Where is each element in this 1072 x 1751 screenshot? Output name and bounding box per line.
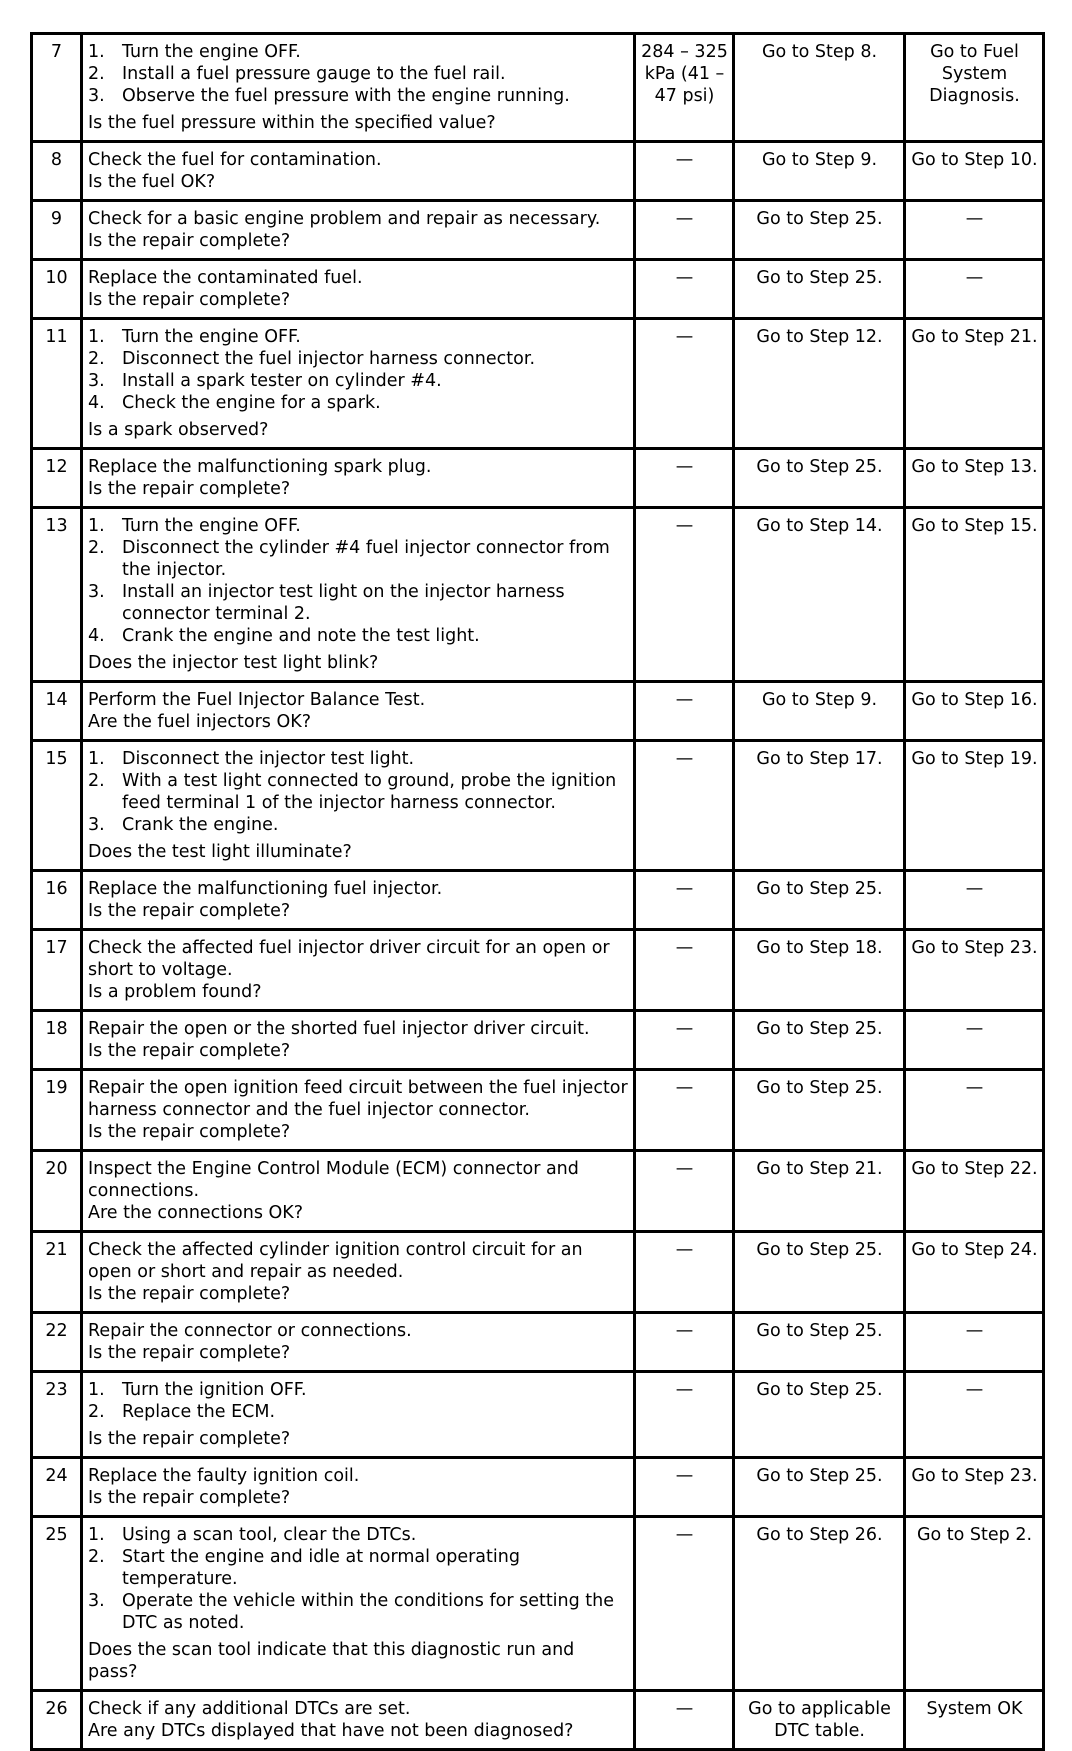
step-action: [82, 1232, 635, 1313]
action-list-item: [88, 41, 629, 63]
list-item-number: 1.: [88, 1525, 105, 1545]
table-row: [32, 449, 1044, 508]
step-question: Is the repair complete?: [88, 1429, 291, 1449]
step-question: Is the repair complete?: [88, 1488, 291, 1508]
yes-result: Go to Step 25.: [734, 201, 905, 260]
step-action: [82, 1151, 635, 1232]
action-list-item: [88, 370, 629, 392]
table-row: [32, 319, 1044, 449]
step-action: [82, 741, 635, 871]
step-question: Is the repair complete?: [88, 901, 291, 921]
step-question: Are the fuel injectors OK?: [88, 712, 312, 732]
table-row: [32, 1232, 1044, 1313]
step-question: Does the test light illuminate?: [88, 842, 352, 862]
list-item-number: 2.: [88, 538, 105, 558]
list-item-text: Check the engine for a spark.: [122, 393, 381, 413]
step-value: —: [635, 930, 734, 1011]
no-result: Go to Step 15.: [905, 508, 1044, 682]
table-row: [32, 741, 1044, 871]
no-result: —: [905, 1372, 1044, 1458]
step-value: —: [635, 1151, 734, 1232]
list-item-number: 2.: [88, 1547, 105, 1567]
step-number: 23: [32, 1372, 82, 1458]
list-item-number: 1.: [88, 327, 105, 347]
no-result: Go to Step 22.: [905, 1151, 1044, 1232]
step-action: [82, 1313, 635, 1372]
step-question: Is a problem found?: [88, 982, 262, 1002]
step-action: [82, 508, 635, 682]
step-action: [82, 1458, 635, 1517]
step-question: Is the fuel pressure within the specified value?: [88, 113, 496, 133]
yes-result: Go to Step 25.: [734, 1011, 905, 1070]
list-item-text: With a test light connected to ground, probe the ignition feed terminal 1 of the injector harness connector.: [122, 771, 617, 813]
list-item-number: 4.: [88, 626, 105, 646]
step-instruction: Check if any additional DTCs are set.: [88, 1699, 411, 1719]
action-list-item: [88, 1524, 629, 1546]
step-question: Is the fuel OK?: [88, 172, 216, 192]
list-item-number: 1.: [88, 1380, 105, 1400]
diagnostic-table-body: [32, 34, 1044, 1750]
table-row: [32, 1070, 1044, 1151]
table-row: [32, 1011, 1044, 1070]
step-instruction: Repair the connector or connections.: [88, 1321, 412, 1341]
step-action: [82, 1372, 635, 1458]
table-row: [32, 508, 1044, 682]
action-list-item: [88, 770, 629, 814]
list-item-number: 2.: [88, 1402, 105, 1422]
step-instruction: Check the affected fuel injector driver circuit for an open or short to voltage.: [88, 938, 610, 980]
step-action: [82, 1691, 635, 1750]
step-question: Does the injector test light blink?: [88, 653, 379, 673]
yes-result: Go to Step 25.: [734, 1313, 905, 1372]
action-list-item: [88, 515, 629, 537]
no-result: Go to Step 10.: [905, 142, 1044, 201]
step-instruction: Replace the contaminated fuel.: [88, 268, 363, 288]
step-number: 13: [32, 508, 82, 682]
table-row: [32, 260, 1044, 319]
list-item-text: Turn the engine OFF.: [122, 327, 301, 347]
step-action: [82, 319, 635, 449]
no-result: —: [905, 1011, 1044, 1070]
yes-result: Go to Step 18.: [734, 930, 905, 1011]
step-question: Is the repair complete?: [88, 231, 291, 251]
action-list-item: [88, 326, 629, 348]
list-item-number: 3.: [88, 371, 105, 391]
step-value: —: [635, 201, 734, 260]
no-result: —: [905, 1070, 1044, 1151]
list-item-text: Turn the ignition OFF.: [122, 1380, 307, 1400]
step-action: [82, 1070, 635, 1151]
action-list-item: [88, 814, 629, 836]
table-row: [32, 1517, 1044, 1691]
table-row: [32, 1458, 1044, 1517]
step-value: —: [635, 449, 734, 508]
list-item-number: 2.: [88, 349, 105, 369]
yes-result: Go to Step 26.: [734, 1517, 905, 1691]
step-instruction: Check the fuel for contamination.: [88, 150, 382, 170]
step-number: 7: [32, 34, 82, 142]
step-action: [82, 1517, 635, 1691]
step-action: [82, 449, 635, 508]
step-action: [82, 201, 635, 260]
step-question: Is the repair complete?: [88, 1122, 291, 1142]
list-item-number: 3.: [88, 815, 105, 835]
step-value: —: [635, 1691, 734, 1750]
no-result: Go to Step 23.: [905, 930, 1044, 1011]
step-instruction: Replace the malfunctioning fuel injector.: [88, 879, 443, 899]
step-value: —: [635, 319, 734, 449]
step-action: [82, 871, 635, 930]
step-number: 18: [32, 1011, 82, 1070]
step-value: 284 – 325 kPa (41 – 47 psi): [635, 34, 734, 142]
step-action: [82, 1011, 635, 1070]
yes-result: Go to applicable DTC table.: [734, 1691, 905, 1750]
no-result: —: [905, 260, 1044, 319]
no-result: Go to Step 21.: [905, 319, 1044, 449]
list-item-text: Install a spark tester on cylinder #4.: [122, 371, 442, 391]
step-action: [82, 930, 635, 1011]
list-item-number: 3.: [88, 86, 105, 106]
no-result: Go to Step 2.: [905, 1517, 1044, 1691]
step-question: Is the repair complete?: [88, 290, 291, 310]
diagnostic-table-page: [30, 32, 1042, 1751]
step-question: Is the repair complete?: [88, 1284, 291, 1304]
action-list-item: [88, 348, 629, 370]
step-number: 24: [32, 1458, 82, 1517]
no-result: Go to Fuel System Diagnosis.: [905, 34, 1044, 142]
step-number: 19: [32, 1070, 82, 1151]
step-instruction: Inspect the Engine Control Module (ECM) connector and connections.: [88, 1159, 579, 1201]
list-item-text: Install an injector test light on the injector harness connector terminal 2.: [122, 582, 565, 624]
list-item-number: 3.: [88, 1591, 105, 1611]
step-instruction: Check the affected cylinder ignition control circuit for an open or short and repair as needed.: [88, 1240, 583, 1282]
step-number: 20: [32, 1151, 82, 1232]
step-value: —: [635, 1517, 734, 1691]
no-result: Go to Step 13.: [905, 449, 1044, 508]
step-number: 16: [32, 871, 82, 930]
no-result: Go to Step 23.: [905, 1458, 1044, 1517]
action-list-item: [88, 1590, 629, 1634]
step-value: —: [635, 1011, 734, 1070]
step-value: —: [635, 142, 734, 201]
step-instruction: Replace the faulty ignition coil.: [88, 1466, 360, 1486]
step-action: [82, 682, 635, 741]
list-item-text: Disconnect the injector test light.: [122, 749, 415, 769]
diagnostic-table: [30, 32, 1045, 1751]
yes-result: Go to Step 25.: [734, 1372, 905, 1458]
action-list-item: [88, 748, 629, 770]
step-value: —: [635, 871, 734, 930]
yes-result: Go to Step 12.: [734, 319, 905, 449]
yes-result: Go to Step 25.: [734, 260, 905, 319]
yes-result: Go to Step 9.: [734, 142, 905, 201]
step-action: [82, 260, 635, 319]
list-item-text: Install a fuel pressure gauge to the fuel rail.: [122, 64, 506, 84]
list-item-text: Disconnect the cylinder #4 fuel injector connector from the injector.: [122, 538, 610, 580]
step-question: Are the connections OK?: [88, 1203, 304, 1223]
step-question: Is a spark observed?: [88, 420, 269, 440]
table-row: [32, 1313, 1044, 1372]
step-number: 14: [32, 682, 82, 741]
step-question: Is the repair complete?: [88, 479, 291, 499]
no-result: System OK: [905, 1691, 1044, 1750]
list-item-number: 2.: [88, 771, 105, 791]
list-item-text: Disconnect the fuel injector harness connector.: [122, 349, 536, 369]
yes-result: Go to Step 8.: [734, 34, 905, 142]
step-action: [82, 34, 635, 142]
yes-result: Go to Step 25.: [734, 1070, 905, 1151]
yes-result: Go to Step 17.: [734, 741, 905, 871]
action-list-item: [88, 1379, 629, 1401]
list-item-number: 1.: [88, 42, 105, 62]
list-item-text: Replace the ECM.: [122, 1402, 276, 1422]
step-value: —: [635, 1372, 734, 1458]
yes-result: Go to Step 25.: [734, 1232, 905, 1313]
list-item-number: 2.: [88, 64, 105, 84]
step-number: 9: [32, 201, 82, 260]
action-list-item: [88, 625, 629, 647]
step-action: [82, 142, 635, 201]
list-item-number: 1.: [88, 516, 105, 536]
step-number: 10: [32, 260, 82, 319]
table-row: [32, 34, 1044, 142]
list-item-text: Turn the engine OFF.: [122, 42, 301, 62]
step-number: 22: [32, 1313, 82, 1372]
no-result: —: [905, 201, 1044, 260]
table-row: [32, 1691, 1044, 1750]
yes-result: Go to Step 25.: [734, 871, 905, 930]
action-list-item: [88, 537, 629, 581]
list-item-text: Using a scan tool, clear the DTCs.: [122, 1525, 417, 1545]
list-item-number: 3.: [88, 582, 105, 602]
list-item-text: Crank the engine and note the test light.: [122, 626, 480, 646]
step-number: 12: [32, 449, 82, 508]
list-item-text: Observe the fuel pressure with the engine running.: [122, 86, 570, 106]
step-value: —: [635, 260, 734, 319]
action-list-item: [88, 392, 629, 414]
no-result: —: [905, 1313, 1044, 1372]
step-value: —: [635, 508, 734, 682]
step-instruction: Repair the open or the shorted fuel injector driver circuit.: [88, 1019, 590, 1039]
step-question: Are any DTCs displayed that have not been diagnosed?: [88, 1721, 574, 1741]
step-number: 11: [32, 319, 82, 449]
step-instruction: Repair the open ignition feed circuit between the fuel injector harness connector and the fuel injector connector.: [88, 1078, 628, 1120]
table-row: [32, 1372, 1044, 1458]
action-list-item: [88, 85, 629, 107]
no-result: Go to Step 16.: [905, 682, 1044, 741]
list-item-text: Crank the engine.: [122, 815, 279, 835]
table-row: [32, 201, 1044, 260]
step-value: —: [635, 1313, 734, 1372]
step-number: 17: [32, 930, 82, 1011]
no-result: Go to Step 19.: [905, 741, 1044, 871]
step-value: —: [635, 1458, 734, 1517]
step-value: —: [635, 741, 734, 871]
list-item-number: 1.: [88, 749, 105, 769]
step-question: Is the repair complete?: [88, 1343, 291, 1363]
action-list-item: [88, 63, 629, 85]
action-list-item: [88, 1546, 629, 1590]
step-instruction: Perform the Fuel Injector Balance Test.: [88, 690, 426, 710]
yes-result: Go to Step 25.: [734, 449, 905, 508]
table-row: [32, 930, 1044, 1011]
table-row: [32, 871, 1044, 930]
list-item-number: 4.: [88, 393, 105, 413]
list-item-text: Operate the vehicle within the conditions for setting the DTC as noted.: [122, 1591, 615, 1633]
table-row: [32, 682, 1044, 741]
step-number: 25: [32, 1517, 82, 1691]
step-instruction: Replace the malfunctioning spark plug.: [88, 457, 432, 477]
list-item-text: Turn the engine OFF.: [122, 516, 301, 536]
step-value: —: [635, 1232, 734, 1313]
table-row: [32, 1151, 1044, 1232]
step-number: 26: [32, 1691, 82, 1750]
step-question: Does the scan tool indicate that this diagnostic run and pass?: [88, 1640, 575, 1682]
yes-result: Go to Step 14.: [734, 508, 905, 682]
yes-result: Go to Step 9.: [734, 682, 905, 741]
step-question: Is the repair complete?: [88, 1041, 291, 1061]
no-result: —: [905, 871, 1044, 930]
step-value: —: [635, 682, 734, 741]
yes-result: Go to Step 21.: [734, 1151, 905, 1232]
step-number: 8: [32, 142, 82, 201]
list-item-text: Start the engine and idle at normal operating temperature.: [122, 1547, 520, 1589]
step-value: —: [635, 1070, 734, 1151]
step-instruction: Check for a basic engine problem and repair as necessary.: [88, 209, 601, 229]
table-row: [32, 142, 1044, 201]
step-number: 21: [32, 1232, 82, 1313]
action-list-item: [88, 581, 629, 625]
yes-result: Go to Step 25.: [734, 1458, 905, 1517]
no-result: Go to Step 24.: [905, 1232, 1044, 1313]
action-list-item: [88, 1401, 629, 1423]
step-number: 15: [32, 741, 82, 871]
